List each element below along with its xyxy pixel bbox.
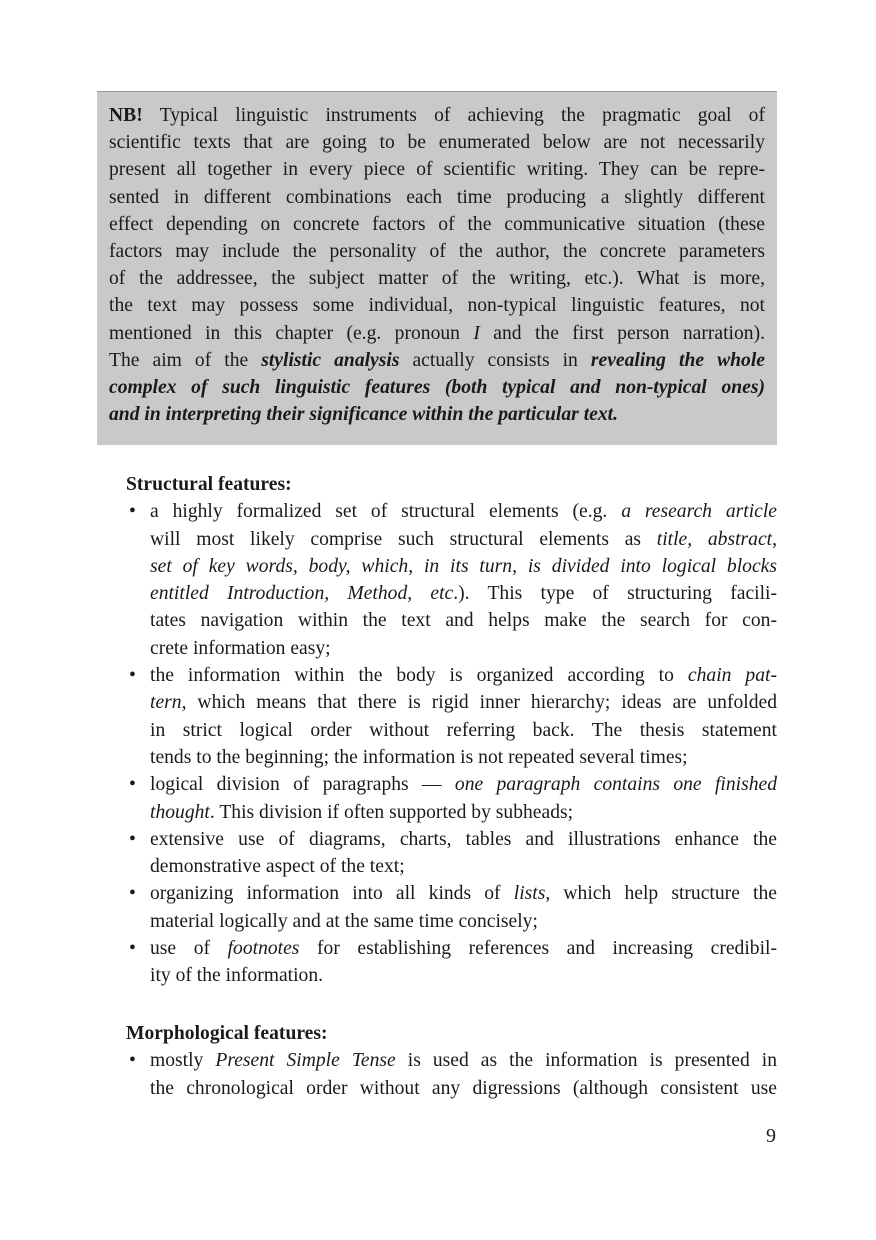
text-run: .). This type of structuring facili-: [453, 583, 777, 605]
text-run: , which means that there is rigid inner hierarchy; ideas are unfolded: [181, 692, 777, 714]
text-line: [109, 102, 765, 129]
structural-features-heading: Structural features:: [126, 474, 292, 495]
text-run: stylistic analysis: [261, 349, 400, 371]
list-item: [126, 662, 777, 771]
text-line: [109, 401, 765, 428]
text-run: title, abstract,: [656, 528, 777, 550]
text-line: [150, 799, 777, 826]
text-run: of the addressee, the subject matter of the writing, etc.). What is more,: [109, 268, 765, 290]
text-run: and in interpreting their significance within the particular text.: [109, 404, 618, 426]
text-run: logical division of paragraphs —: [150, 774, 455, 796]
bullet-icon: •: [129, 774, 136, 796]
text-line: [150, 908, 777, 935]
text-run: . This division if often supported by subheads;: [209, 801, 574, 823]
structural-features-list: [126, 498, 777, 989]
text-run: footnotes: [227, 938, 300, 960]
text-run: sented in different combinations each time producing a slightly different: [109, 186, 765, 208]
text-line: [150, 1075, 777, 1102]
text-run: NB!: [109, 105, 143, 126]
text-line: [150, 498, 777, 525]
text-line: [109, 129, 765, 156]
text-run: factors may include the personality of the author, the concrete parameters: [109, 240, 765, 262]
list-item: [126, 935, 777, 990]
text-run: present all together in every piece of scientific writing. They can be repre-: [109, 159, 765, 181]
list-item: [126, 771, 777, 826]
text-run: chain pat-: [687, 665, 777, 687]
text-line: [150, 880, 777, 907]
text-run: will most likely comprise such structural elements as: [150, 528, 657, 550]
text-run: ity of the information.: [150, 965, 324, 987]
morphological-features-section: [126, 1020, 777, 1102]
text-run: the chronological order without any digressions (although consistent use: [150, 1077, 777, 1099]
text-run: Typical linguistic instruments of achieving the pragmatic goal of: [142, 105, 765, 126]
text-line: [109, 265, 765, 292]
list-item: [126, 498, 777, 662]
text-line: [109, 184, 765, 211]
text-line: [150, 526, 777, 553]
structural-features-section: [126, 471, 777, 990]
text-run: demonstrative aspect of the text;: [150, 856, 405, 878]
morphological-features-heading: Morphological features:: [126, 1023, 328, 1044]
text-run: use of: [150, 938, 228, 960]
text-line: [109, 211, 765, 238]
text-line: [150, 935, 777, 962]
text-run: crete information easy;: [150, 637, 331, 659]
text-run: I: [473, 322, 480, 344]
text-line: [150, 853, 777, 880]
bullet-icon: •: [129, 938, 136, 960]
bullet-icon: •: [129, 883, 136, 905]
morphological-features-list: [126, 1047, 777, 1102]
bullet-icon: •: [129, 665, 136, 687]
text-run: scientific texts that are going to be enumerated below are not necessarily: [109, 132, 765, 154]
text-run: organizing information into all kinds of: [150, 883, 514, 905]
text-line: [150, 580, 777, 607]
text-line: [150, 662, 777, 689]
text-line: [150, 826, 777, 853]
list-item: [126, 880, 777, 935]
text-run: one paragraph contains one finished: [454, 774, 777, 796]
text-line: [150, 635, 777, 662]
text-run: is used as the information is presented in: [395, 1050, 777, 1072]
page-number: 9: [766, 1125, 776, 1147]
text-line: [109, 238, 765, 265]
nb-note-box: [97, 91, 777, 445]
text-run: tern: [150, 692, 182, 714]
text-run: , which help structure the: [545, 883, 777, 905]
text-run: mentioned in this chapter (e.g. pronoun: [109, 322, 474, 344]
text-run: complex of such linguistic features (both typical and non-typical ones): [109, 376, 765, 398]
text-line: [150, 717, 777, 744]
text-run: the text may possess some individual, non-typical linguistic features, not: [109, 295, 765, 317]
text-run: and the first person narration).: [479, 322, 765, 344]
text-run: a research article: [621, 501, 777, 523]
text-line: [109, 374, 765, 401]
text-line: [150, 607, 777, 634]
text-run: The aim of the: [109, 349, 262, 371]
text-run: revealing the whole: [590, 349, 765, 371]
bullet-icon: •: [129, 828, 136, 850]
text-run: for establishing references and increasing credibil-: [299, 938, 777, 960]
list-item: [126, 826, 777, 881]
text-run: extensive use of diagrams, charts, tables and illustrations enhance the: [150, 828, 777, 850]
text-line: [109, 347, 765, 374]
text-line: [150, 962, 777, 989]
text-line: [109, 292, 765, 319]
text-line: [150, 553, 777, 580]
text-run: set of key words, body, which, in its turn, is divided into logical blocks: [150, 555, 777, 577]
text-run: entitled Introduction, Method, etc: [150, 583, 454, 605]
bullet-icon: •: [129, 1050, 136, 1072]
text-run: the information within the body is organized according to: [150, 665, 688, 687]
text-run: mostly: [150, 1050, 216, 1072]
text-line: [150, 689, 777, 716]
bullet-icon: •: [129, 501, 136, 523]
text-run: tates navigation within the text and helps make the search for con-: [150, 610, 777, 632]
list-item: [126, 1047, 777, 1102]
text-run: a highly formalized set of structural elements (e.g.: [150, 501, 622, 523]
text-run: actually consists in: [399, 349, 591, 371]
text-line: [150, 744, 777, 771]
text-run: effect depending on concrete factors of the communicative situation (these: [109, 213, 765, 235]
text-run: thought: [150, 801, 210, 823]
text-line: [150, 771, 777, 798]
text-run: tends to the beginning; the information is not repeated several times;: [150, 746, 688, 768]
text-run: material logically and at the same time concisely;: [150, 910, 538, 932]
text-run: in strict logical order without referring back. The thesis statement: [150, 719, 777, 741]
text-run: lists: [513, 883, 546, 905]
text-line: [150, 1047, 777, 1074]
text-run: Present Simple Tense: [215, 1050, 396, 1072]
text-line: [109, 320, 765, 347]
text-line: [109, 156, 765, 183]
